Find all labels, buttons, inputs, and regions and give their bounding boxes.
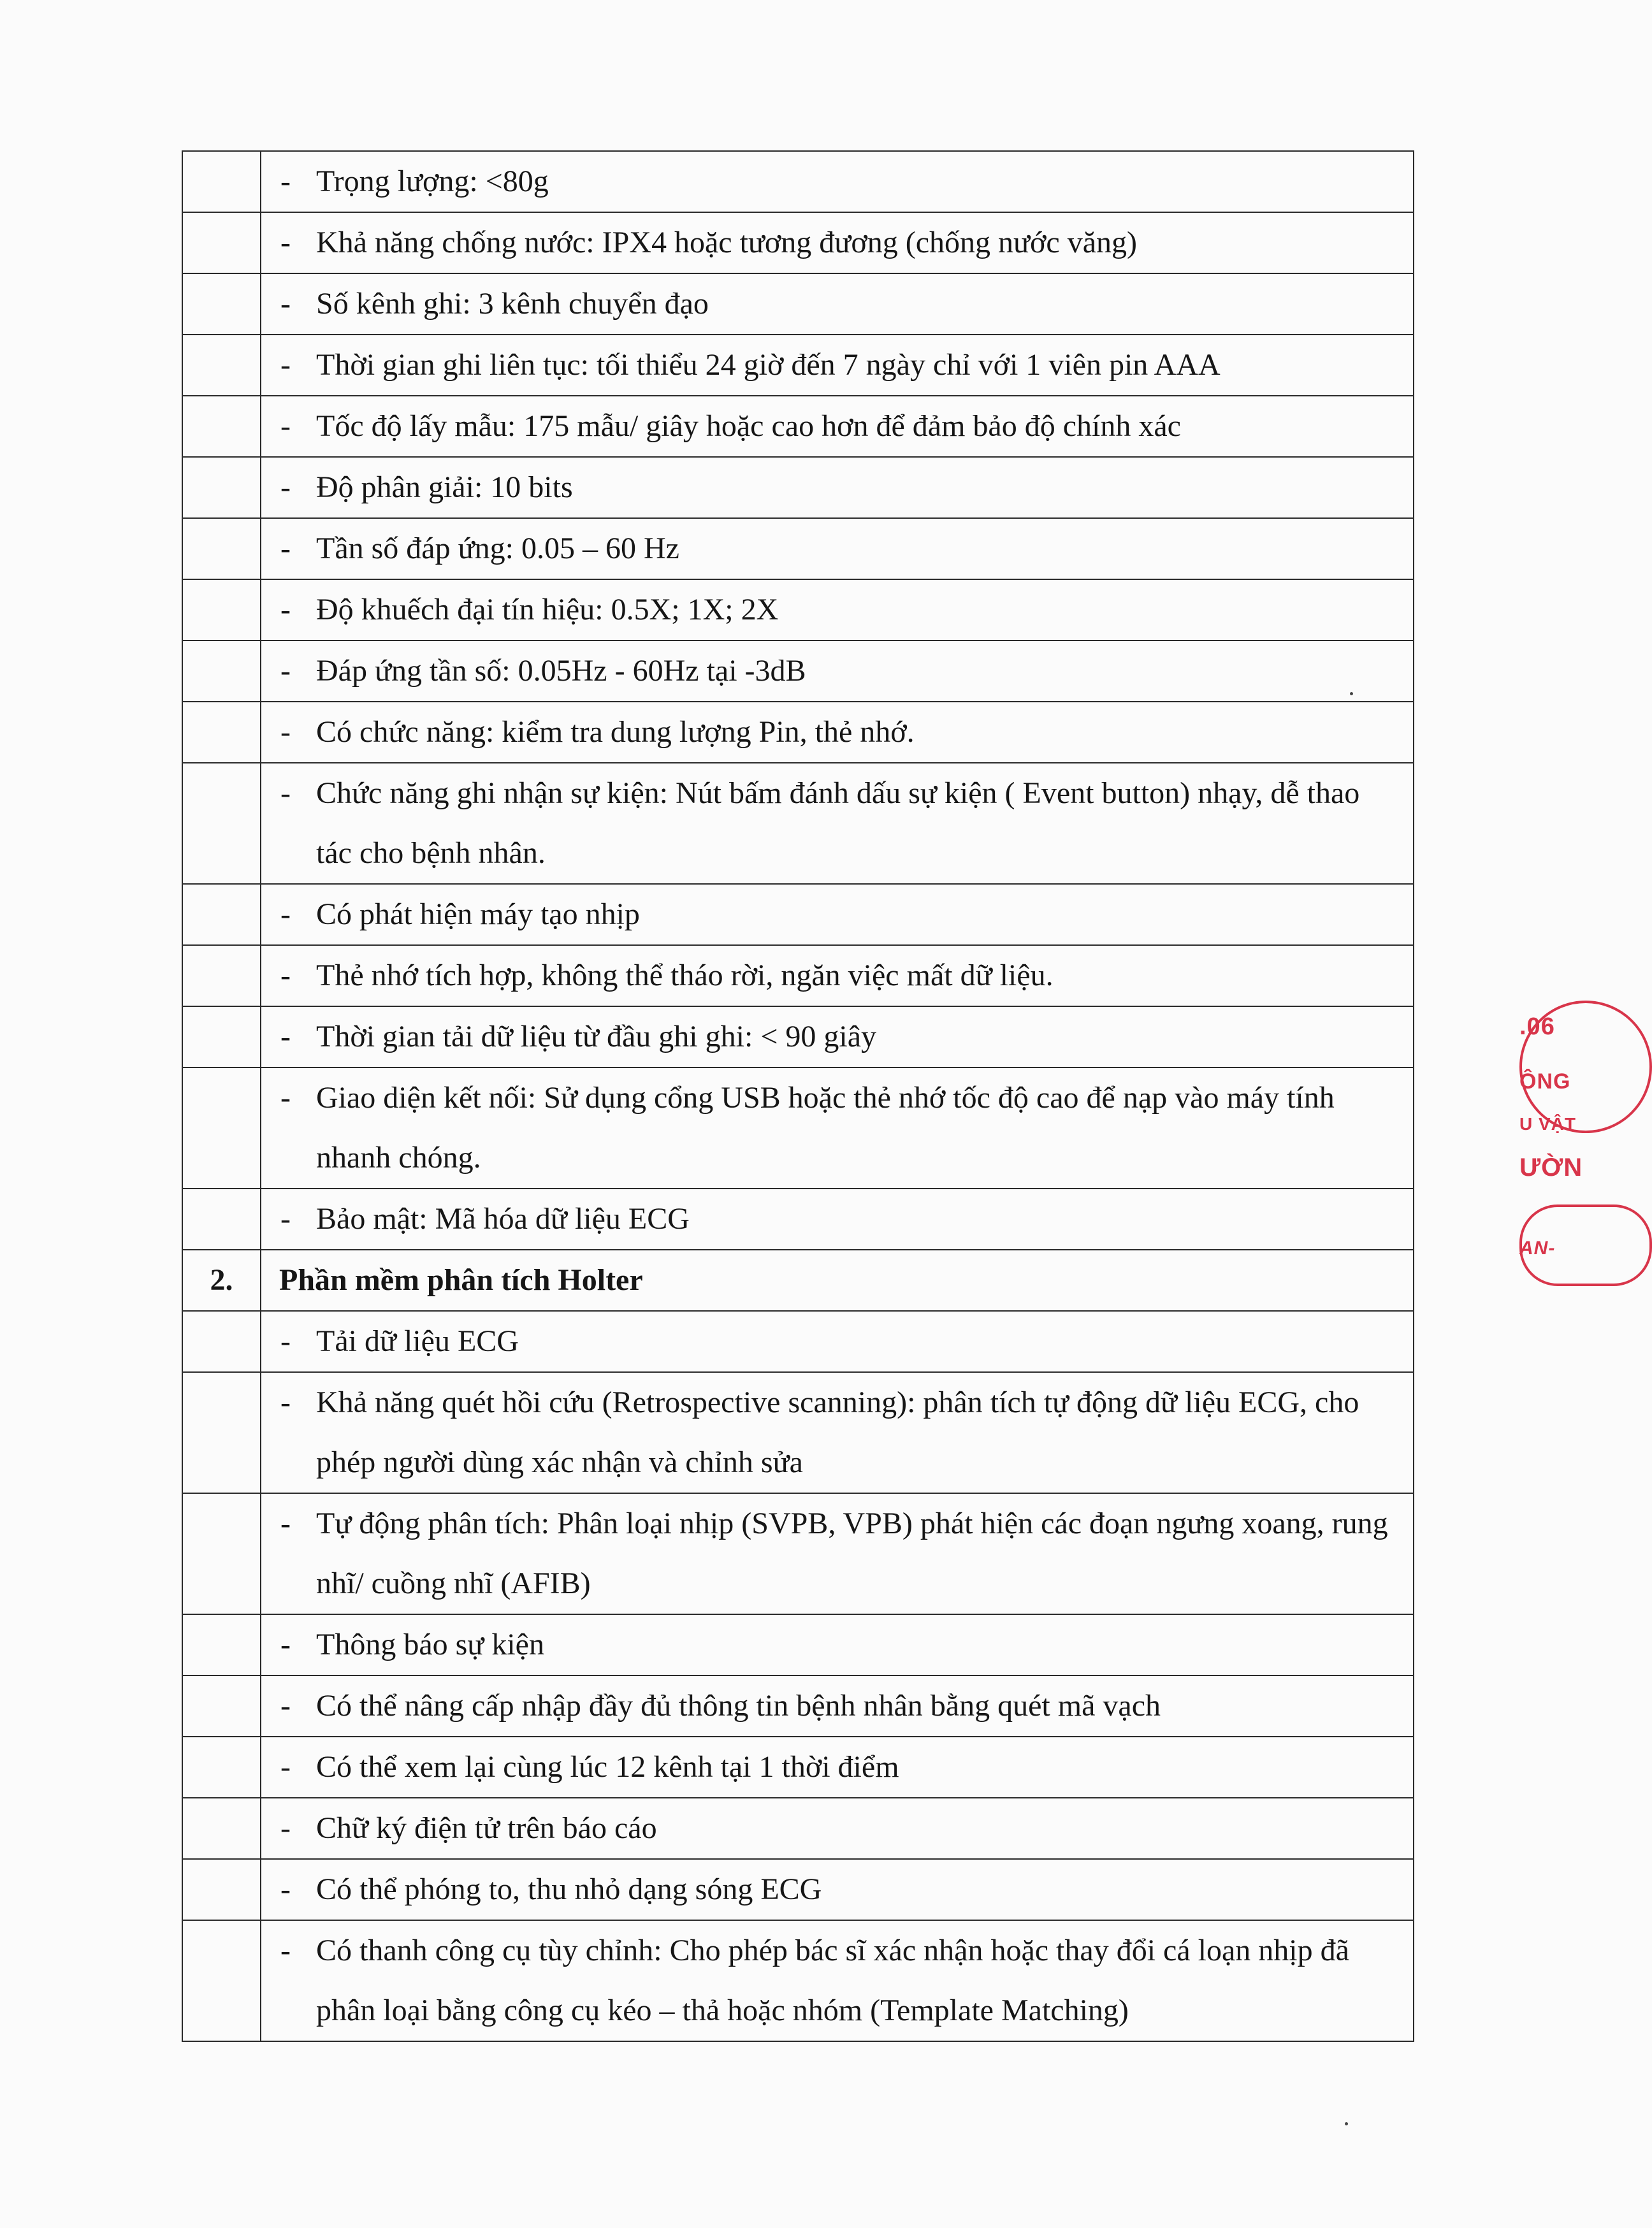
spec-item (261, 1189, 1413, 1249)
bullet-dash: - (280, 470, 291, 504)
row-number-cell (182, 151, 261, 212)
spec-item (261, 396, 1413, 456)
row-number-cell (182, 1311, 261, 1372)
bullet-dash: - (280, 532, 291, 565)
spec-text: Có thể xem lại cùng lúc 12 kênh tại 1 thời điểm (316, 1750, 899, 1784)
spec-row (182, 457, 1414, 518)
bullet-dash: - (280, 1689, 291, 1723)
spec-item (261, 519, 1413, 579)
spec-item (261, 458, 1413, 517)
stamp-text-5: AN- (1519, 1238, 1556, 1259)
spec-text: Thời gian tải dữ liệu từ đầu ghi ghi: < 90 giây (316, 1020, 877, 1053)
row-text-cell (261, 579, 1414, 640)
spec-row (182, 1006, 1414, 1067)
spec-item (261, 763, 1413, 883)
stamp-lower-band (1519, 1204, 1652, 1286)
bullet-dash: - (280, 958, 291, 992)
spec-text: Khả năng chống nước: IPX4 hoặc tương đương (chống nước văng) (316, 226, 1137, 259)
bullet-dash: - (280, 897, 291, 931)
spec-text: Khả năng quét hồi cứu (Retrospective scanning): phân tích tự động dữ liệu ECG, cho phép người dùng xác nhận và chỉnh sửa (316, 1385, 1359, 1479)
spec-item (261, 335, 1413, 395)
spec-row (182, 579, 1414, 640)
spec-item (261, 1860, 1413, 1920)
spec-item (261, 1798, 1413, 1858)
spec-row (182, 335, 1414, 396)
row-number-cell (182, 396, 261, 457)
spec-row (182, 273, 1414, 335)
spec-text: Tải dữ liệu ECG (316, 1324, 519, 1358)
row-number-cell (182, 702, 261, 763)
row-number-cell (182, 1006, 261, 1067)
bullet-dash: - (280, 348, 291, 382)
spec-row (182, 884, 1414, 945)
stamp-text-1: .06 (1519, 1013, 1555, 1040)
stamp-text-3: U VẬT (1519, 1114, 1576, 1134)
spec-text: Tần số đáp ứng: 0.05 – 60 Hz (316, 532, 679, 565)
spec-row (182, 1067, 1414, 1189)
row-number-cell (182, 1067, 261, 1189)
bullet-dash: - (280, 226, 291, 259)
bullet-dash: - (280, 776, 291, 810)
spec-text: Bảo mật: Mã hóa dữ liệu ECG (316, 1202, 690, 1236)
section-title: Phần mềm phân tích Holter (279, 1263, 643, 1297)
row-text-cell (261, 945, 1414, 1006)
spec-item (261, 1737, 1413, 1797)
spec-item (261, 1921, 1413, 2041)
bullet-dash: - (280, 1750, 291, 1784)
spec-item (261, 152, 1413, 212)
row-number-cell (182, 1614, 261, 1675)
spec-row (182, 212, 1414, 273)
spec-text: Có chức năng: kiểm tra dung lượng Pin, thẻ nhớ. (316, 715, 915, 749)
red-stamp-fragment (1511, 1001, 1583, 1294)
spec-text: Chữ ký điện tử trên báo cáo (316, 1811, 657, 1845)
bullet-dash: - (280, 1811, 291, 1845)
row-number-cell (182, 1675, 261, 1737)
spec-row (182, 396, 1414, 457)
stamp-text-2: ÔNG (1519, 1069, 1571, 1094)
stamp-text-4: ƯỜN (1519, 1154, 1583, 1182)
spec-text: Độ phân giải: 10 bits (316, 470, 573, 504)
row-number-cell (182, 1920, 261, 2041)
row-text-cell (261, 1006, 1414, 1067)
speck (1350, 692, 1353, 695)
spec-item (261, 580, 1413, 640)
spec-row (182, 1798, 1414, 1859)
spec-row (182, 702, 1414, 763)
spec-item (261, 1676, 1413, 1736)
row-text-cell (261, 702, 1414, 763)
row-number-cell (182, 1493, 261, 1614)
row-number-cell (182, 579, 261, 640)
spec-item (261, 1068, 1413, 1188)
row-text-cell (261, 1067, 1414, 1189)
bullet-dash: - (280, 1628, 291, 1661)
spec-text: Thời gian ghi liên tục: tối thiểu 24 giờ đến 7 ngày chỉ với 1 viên pin AAA (316, 348, 1221, 382)
spec-row (182, 518, 1414, 579)
spec-item (261, 885, 1413, 944)
row-text-cell (261, 396, 1414, 457)
spec-row (182, 1614, 1414, 1675)
spec-item (261, 1007, 1413, 1067)
row-text-cell (261, 1798, 1414, 1859)
row-number-cell (182, 1859, 261, 1920)
row-text-cell (261, 1614, 1414, 1675)
row-text-cell (261, 457, 1414, 518)
bullet-dash: - (280, 1507, 291, 1540)
bullet-dash: - (280, 654, 291, 688)
spec-row (182, 945, 1414, 1006)
row-text-cell (261, 640, 1414, 702)
row-number-cell (182, 1372, 261, 1493)
row-number-cell: 2. (182, 1250, 261, 1311)
row-text-cell (261, 1920, 1414, 2041)
section-row (182, 1250, 1414, 1311)
row-text-cell (261, 518, 1414, 579)
row-text-cell (261, 884, 1414, 945)
row-text-cell (261, 1493, 1414, 1614)
spec-text: Giao diện kết nối: Sử dụng cổng USB hoặc thẻ nhớ tốc độ cao để nạp vào máy tính nhanh chóng. (316, 1081, 1335, 1175)
bullet-dash: - (280, 1934, 291, 1967)
spec-row (182, 1311, 1414, 1372)
spec-row (182, 1859, 1414, 1920)
spec-text: Tốc độ lấy mẫu: 175 mẫu/ giây hoặc cao hơn để đảm bảo độ chính xác (316, 409, 1181, 443)
bullet-dash: - (280, 1872, 291, 1906)
bullet-dash: - (280, 1020, 291, 1053)
spec-row (182, 1920, 1414, 2041)
bullet-dash: - (280, 287, 291, 321)
row-text-cell (261, 1372, 1414, 1493)
row-text-cell (261, 1737, 1414, 1798)
row-number-cell (182, 640, 261, 702)
spec-table (182, 150, 1414, 2042)
row-text-cell (261, 1859, 1414, 1920)
spec-item (261, 641, 1413, 701)
bullet-dash: - (280, 1081, 291, 1115)
spec-text: Có phát hiện máy tạo nhịp (316, 897, 640, 931)
spec-item (261, 213, 1413, 273)
row-number-cell (182, 457, 261, 518)
row-text-cell (261, 151, 1414, 212)
row-text-cell (261, 273, 1414, 335)
spec-text: Số kênh ghi: 3 kênh chuyển đạo (316, 287, 709, 321)
bullet-dash: - (280, 715, 291, 749)
spec-text: Đáp ứng tần số: 0.05Hz - 60Hz tại -3dB (316, 654, 806, 688)
spec-text: Trọng lượng: <80g (316, 164, 549, 198)
row-text-cell (261, 212, 1414, 273)
bullet-dash: - (280, 164, 291, 198)
row-text-cell (261, 1675, 1414, 1737)
row-number-cell (182, 1798, 261, 1859)
stamp-outer-ring (1519, 1001, 1652, 1133)
spec-row (182, 640, 1414, 702)
speck (1345, 2122, 1348, 2125)
bullet-dash: - (280, 1202, 291, 1236)
spec-row (182, 1737, 1414, 1798)
spec-item (261, 946, 1413, 1006)
row-number-cell (182, 212, 261, 273)
spec-item (261, 1494, 1413, 1614)
row-number-cell (182, 518, 261, 579)
bullet-dash: - (280, 1324, 291, 1358)
row-number-cell (182, 763, 261, 884)
row-number-cell (182, 335, 261, 396)
row-number-cell (182, 1189, 261, 1250)
spec-text: Tự động phân tích: Phân loại nhịp (SVPB, VPB) phát hiện các đoạn ngưng xoang, rung nhĩ/ cuồng nhĩ (AFIB) (316, 1507, 1388, 1600)
row-text-cell (261, 335, 1414, 396)
spec-text: Thẻ nhớ tích hợp, không thể tháo rời, ngăn việc mất dữ liệu. (316, 958, 1054, 992)
spec-row (182, 1675, 1414, 1737)
spec-text: Chức năng ghi nhận sự kiện: Nút bấm đánh dấu sự kiện ( Event button) nhạy, dễ thao tác cho bệnh nhân. (316, 776, 1360, 870)
spec-row (182, 763, 1414, 884)
row-number-cell (182, 273, 261, 335)
spec-row (182, 1493, 1414, 1614)
row-text-cell (261, 1250, 1414, 1311)
row-number-cell (182, 945, 261, 1006)
spec-text: Độ khuếch đại tín hiệu: 0.5X; 1X; 2X (316, 593, 779, 626)
spec-text: Có thể phóng to, thu nhỏ dạng sóng ECG (316, 1872, 822, 1906)
spec-item (261, 1312, 1413, 1371)
spec-text: Có thanh công cụ tùy chỉnh: Cho phép bác sĩ xác nhận hoặc thay đổi cá loạn nhịp đã phân loại bằng công cụ kéo – thả hoặc nhóm (Template Matching) (316, 1934, 1349, 2027)
spec-table-body (182, 151, 1414, 2041)
row-text-cell (261, 763, 1414, 884)
row-number-cell (182, 884, 261, 945)
spec-row (182, 1189, 1414, 1250)
spec-item (261, 702, 1413, 762)
spec-item (261, 274, 1413, 334)
spec-item (261, 1373, 1413, 1493)
spec-item (261, 1615, 1413, 1675)
row-number-cell (182, 1737, 261, 1798)
spec-text: Thông báo sự kiện (316, 1628, 544, 1661)
bullet-dash: - (280, 409, 291, 443)
bullet-dash: - (280, 593, 291, 626)
row-text-cell (261, 1311, 1414, 1372)
spec-row (182, 151, 1414, 212)
row-text-cell (261, 1189, 1414, 1250)
spec-row (182, 1372, 1414, 1493)
bullet-dash: - (280, 1385, 291, 1419)
spec-text: Có thể nâng cấp nhập đầy đủ thông tin bệnh nhân bằng quét mã vạch (316, 1689, 1161, 1723)
